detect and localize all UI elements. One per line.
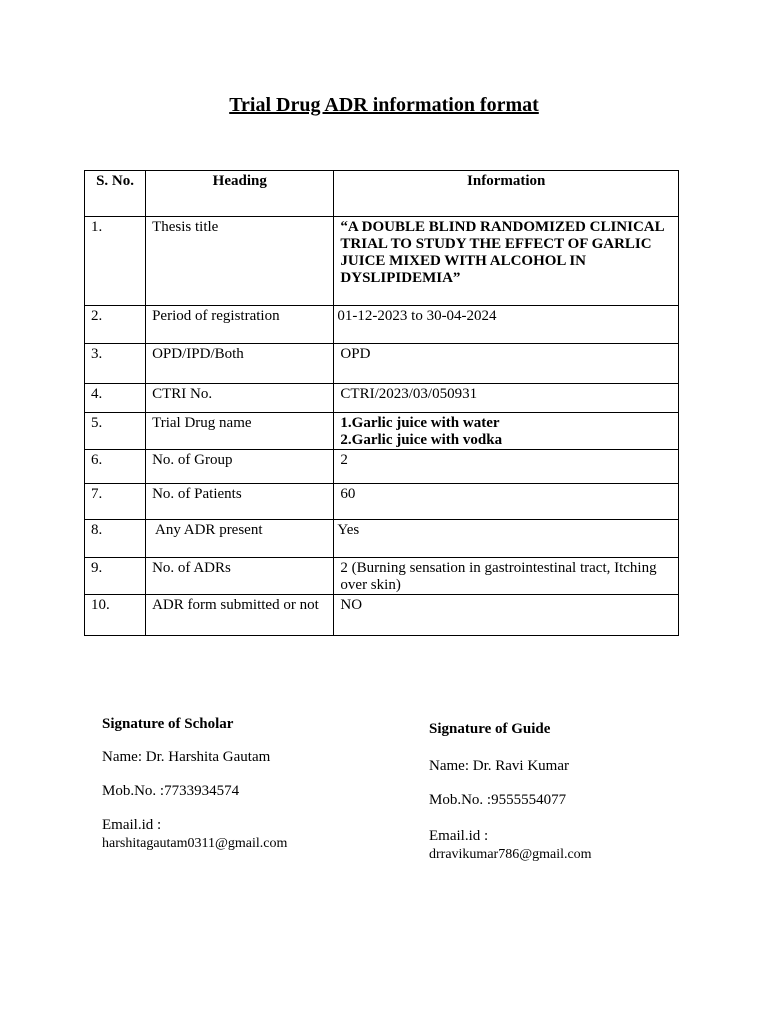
guide-email-label: Email.id : — [429, 828, 489, 844]
row-heading: CTRI No. — [146, 384, 334, 413]
row-heading: Trial Drug name — [146, 413, 334, 450]
row-heading: No. of Group — [146, 450, 334, 484]
header-sno: S. No. — [85, 171, 146, 217]
scholar-mobile: Mob.No. :7733934574 — [102, 783, 240, 799]
row-sno: 6. — [85, 450, 146, 484]
row-info — [334, 413, 679, 450]
row-heading: Thesis title — [146, 217, 334, 306]
scholar-signature-title: Signature of Scholar — [102, 716, 234, 732]
row-info: CTRI/2023/03/050931 — [334, 384, 679, 413]
row-sno: 5. — [85, 413, 146, 450]
header-information: Information — [334, 171, 679, 217]
row-sno: 2. — [85, 306, 146, 344]
row-sno: 10. — [85, 595, 146, 636]
table-row — [85, 217, 679, 306]
row-sno: 1. — [85, 217, 146, 306]
row-sno: 4. — [85, 384, 146, 413]
row-info: 2 — [334, 450, 679, 484]
guide-mobile: Mob.No. :9555554077 — [429, 792, 567, 808]
row-heading: ADR form submitted or not — [146, 595, 334, 636]
table-row — [85, 413, 679, 450]
table-row — [85, 384, 679, 413]
row-info: “A DOUBLE BLIND RANDOMIZED CLINICAL TRIAL TO STUDY THE EFFECT OF GARLIC JUICE MIXED WITH ALCOHOL IN DYSLIPIDEMIA” — [334, 217, 679, 306]
row-info: OPD — [334, 344, 679, 384]
row-sno: 7. — [85, 484, 146, 520]
scholar-email: harshitagautam0311@gmail.com — [102, 836, 288, 851]
row-sno: 3. — [85, 344, 146, 384]
row-heading: No. of ADRs — [146, 558, 334, 595]
table-row — [85, 484, 679, 520]
row-heading: OPD/IPD/Both — [146, 344, 334, 384]
row-sno: 8. — [85, 520, 146, 558]
row-info: NO — [334, 595, 679, 636]
row-heading: Period of registration — [146, 306, 334, 344]
row-info: 01-12-2023 to 30-04-2024 — [334, 306, 679, 344]
table-row — [85, 520, 679, 558]
row-info: 2 (Burning sensation in gastrointestinal tract, Itching over skin) — [334, 558, 679, 595]
scholar-email-label: Email.id : — [102, 817, 162, 833]
page-title: Trial Drug ADR information format — [229, 94, 539, 116]
row-heading: Any ADR present — [146, 520, 334, 558]
table-row — [85, 450, 679, 484]
guide-name: Name: Dr. Ravi Kumar — [429, 758, 569, 774]
drug-name-line: 2.Garlic juice with vodka — [340, 432, 503, 448]
guide-signature-title: Signature of Guide — [429, 721, 551, 737]
table-row — [85, 306, 679, 344]
header-heading: Heading — [146, 171, 334, 217]
row-sno: 9. — [85, 558, 146, 595]
scholar-name: Name: Dr. Harshita Gautam — [102, 749, 271, 765]
table-row — [85, 595, 679, 636]
table-header-row — [85, 171, 679, 217]
row-info: Yes — [334, 520, 679, 558]
table-row — [85, 344, 679, 384]
drug-name-line: 1.Garlic juice with water — [340, 415, 500, 431]
adr-info-table — [84, 170, 679, 636]
guide-email: drravikumar786@gmail.com — [429, 847, 592, 862]
row-heading: No. of Patients — [146, 484, 334, 520]
row-info: 60 — [334, 484, 679, 520]
table-row — [85, 558, 679, 595]
